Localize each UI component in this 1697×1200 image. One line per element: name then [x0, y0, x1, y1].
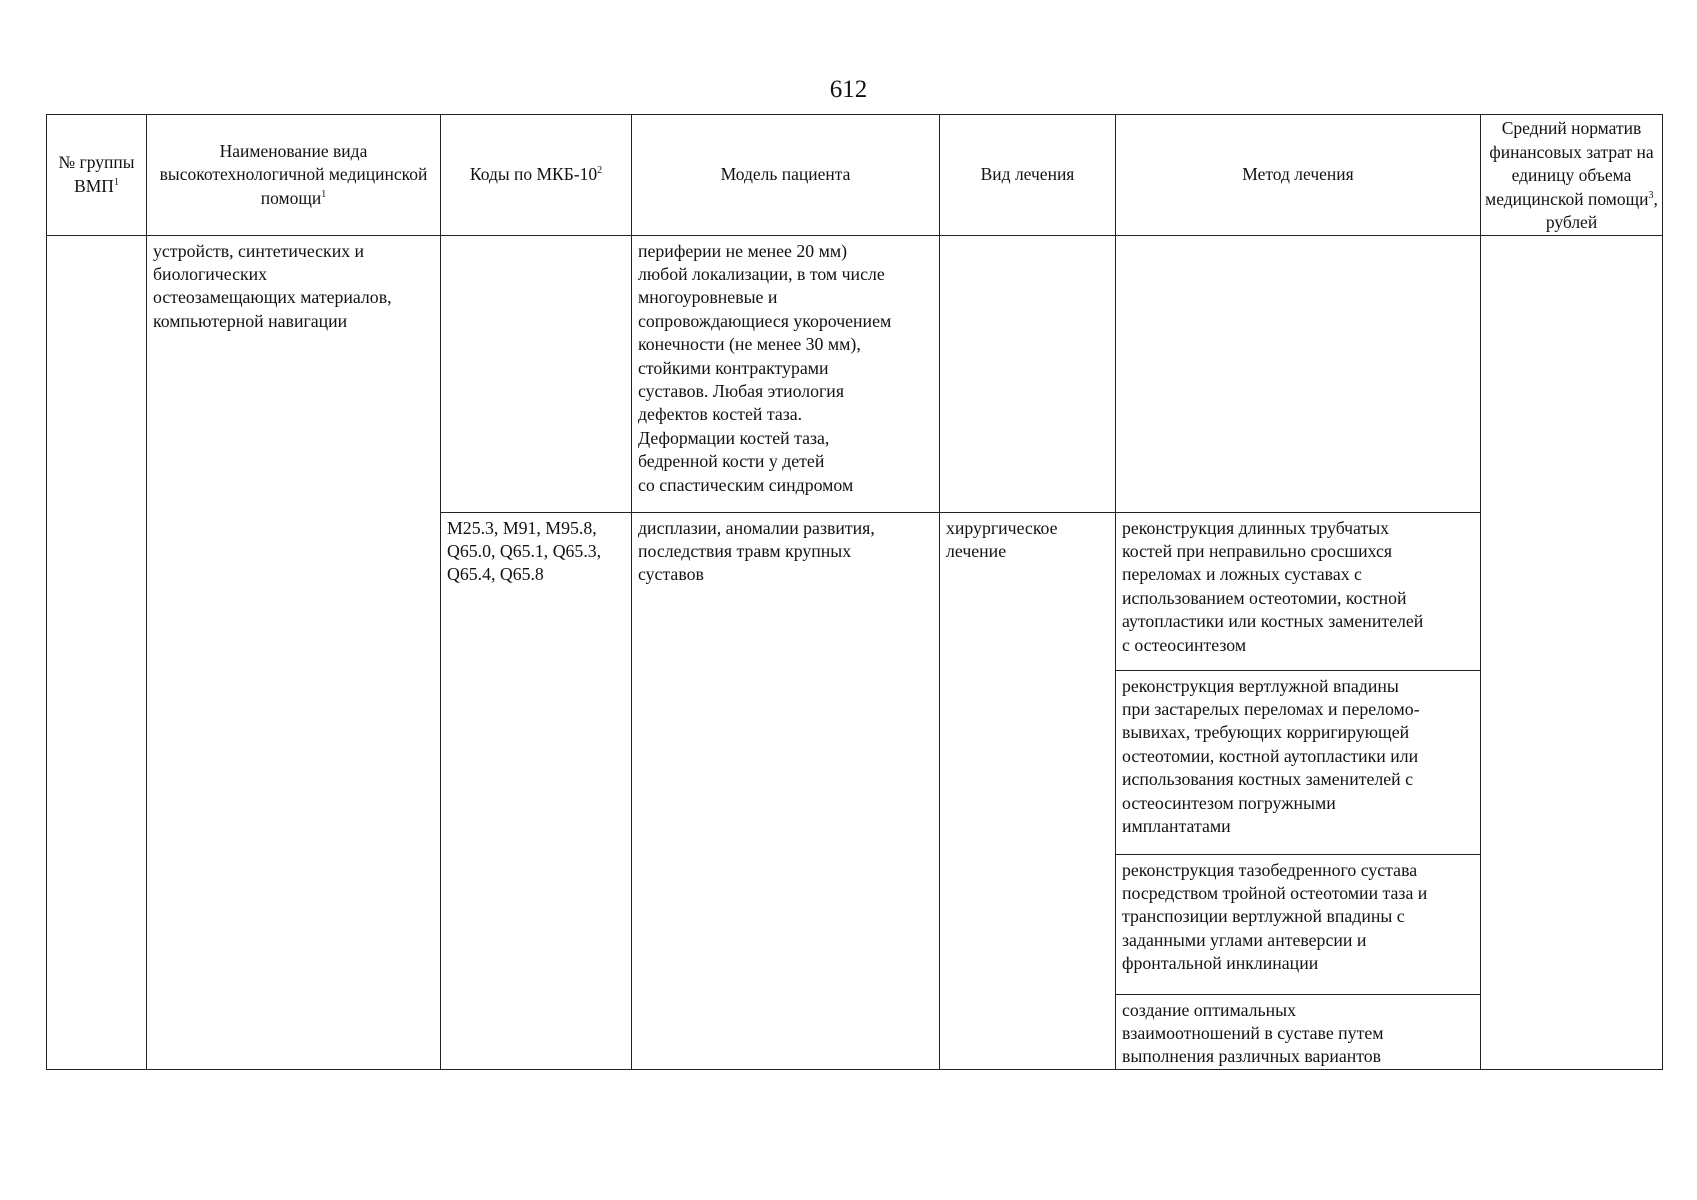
treatment-text: хирургическое лечение: [946, 517, 1058, 561]
name-text: устройств, синтетических и биологических остеозамещающих материалов, компьютерной навигации: [153, 240, 392, 331]
method-text: реконструкция длинных трубчатых костей при неправильно сросшихся переломах и ложных суставах с использованием остеотомии, костной аутопластики или костных заменителей с остеосинтезом: [1122, 517, 1424, 655]
cell-model: [632, 235, 940, 512]
cell-method: [1116, 512, 1481, 670]
cell-treatment: [940, 512, 1116, 1069]
model-text: периферии не менее 20 мм) любой локализации, в том числе многоуровневые и сопровождающиеся укорочением конечности (не менее 30 мм), стойкими контрактурами суставов. Любая этиология дефектов костей таза. Деформации костей таза, бедренной кости у детей со спастическим синдромом: [638, 240, 892, 495]
header-codes: Коды по МКБ-$10^2$: [441, 115, 632, 236]
method-text: создание оптимальных взаимоотношений в суставе путем выполнения различных вариантов: [1122, 999, 1384, 1067]
header-name: Наименование вида высокотехнологичной медицинской помощи$^1$: [147, 115, 441, 236]
table-row: [47, 235, 1663, 512]
method-text: реконструкция вертлужной впадины при застарелых переломах и переломо- вывихах, требующих корригирующей остеотомии, костной аутопластики или использования костных заменителей с остеосинтезом погружными имплантатами: [1122, 675, 1420, 836]
cell-cost: [1481, 235, 1663, 1069]
header-method: Метод лечения: [1116, 115, 1481, 236]
header-row: [47, 115, 1663, 236]
cell-codes: [441, 235, 632, 512]
cell-method: [1116, 854, 1481, 994]
cell-treatment: [940, 235, 1116, 512]
cell-method: [1116, 235, 1481, 512]
header-treatment: Вид лечения: [940, 115, 1116, 236]
cell-model: [632, 512, 940, 1069]
page-number: 612: [829, 76, 868, 103]
cell-method: [1116, 994, 1481, 1069]
codes-text: M25.3, M91, M95.8, Q65.0, Q65.1, Q65.3, Q65.4, Q65.8: [447, 517, 602, 585]
header-model: Модель пациента: [632, 115, 940, 236]
header-group: № группы ВМП$^1$: [47, 115, 147, 236]
cell-codes: [441, 512, 632, 1069]
cell-method: [1116, 670, 1481, 854]
header-cost: Средний норматив финансовых затрат на единицу объема медицинской помощи$^3$, рублей: [1481, 115, 1663, 236]
cell-name: [147, 235, 441, 1069]
treatment-table: [46, 114, 1663, 1070]
cell-group: [47, 235, 147, 1069]
model-text: дисплазии, аномалии развития, последствия травм крупных суставов: [638, 517, 875, 585]
method-text: реконструкция тазобедренного сустава посредством тройной остеотомии таза и транспозиции вертлужной впадины с заданными углами антеверсии и фронтальной инклинации: [1122, 859, 1428, 974]
